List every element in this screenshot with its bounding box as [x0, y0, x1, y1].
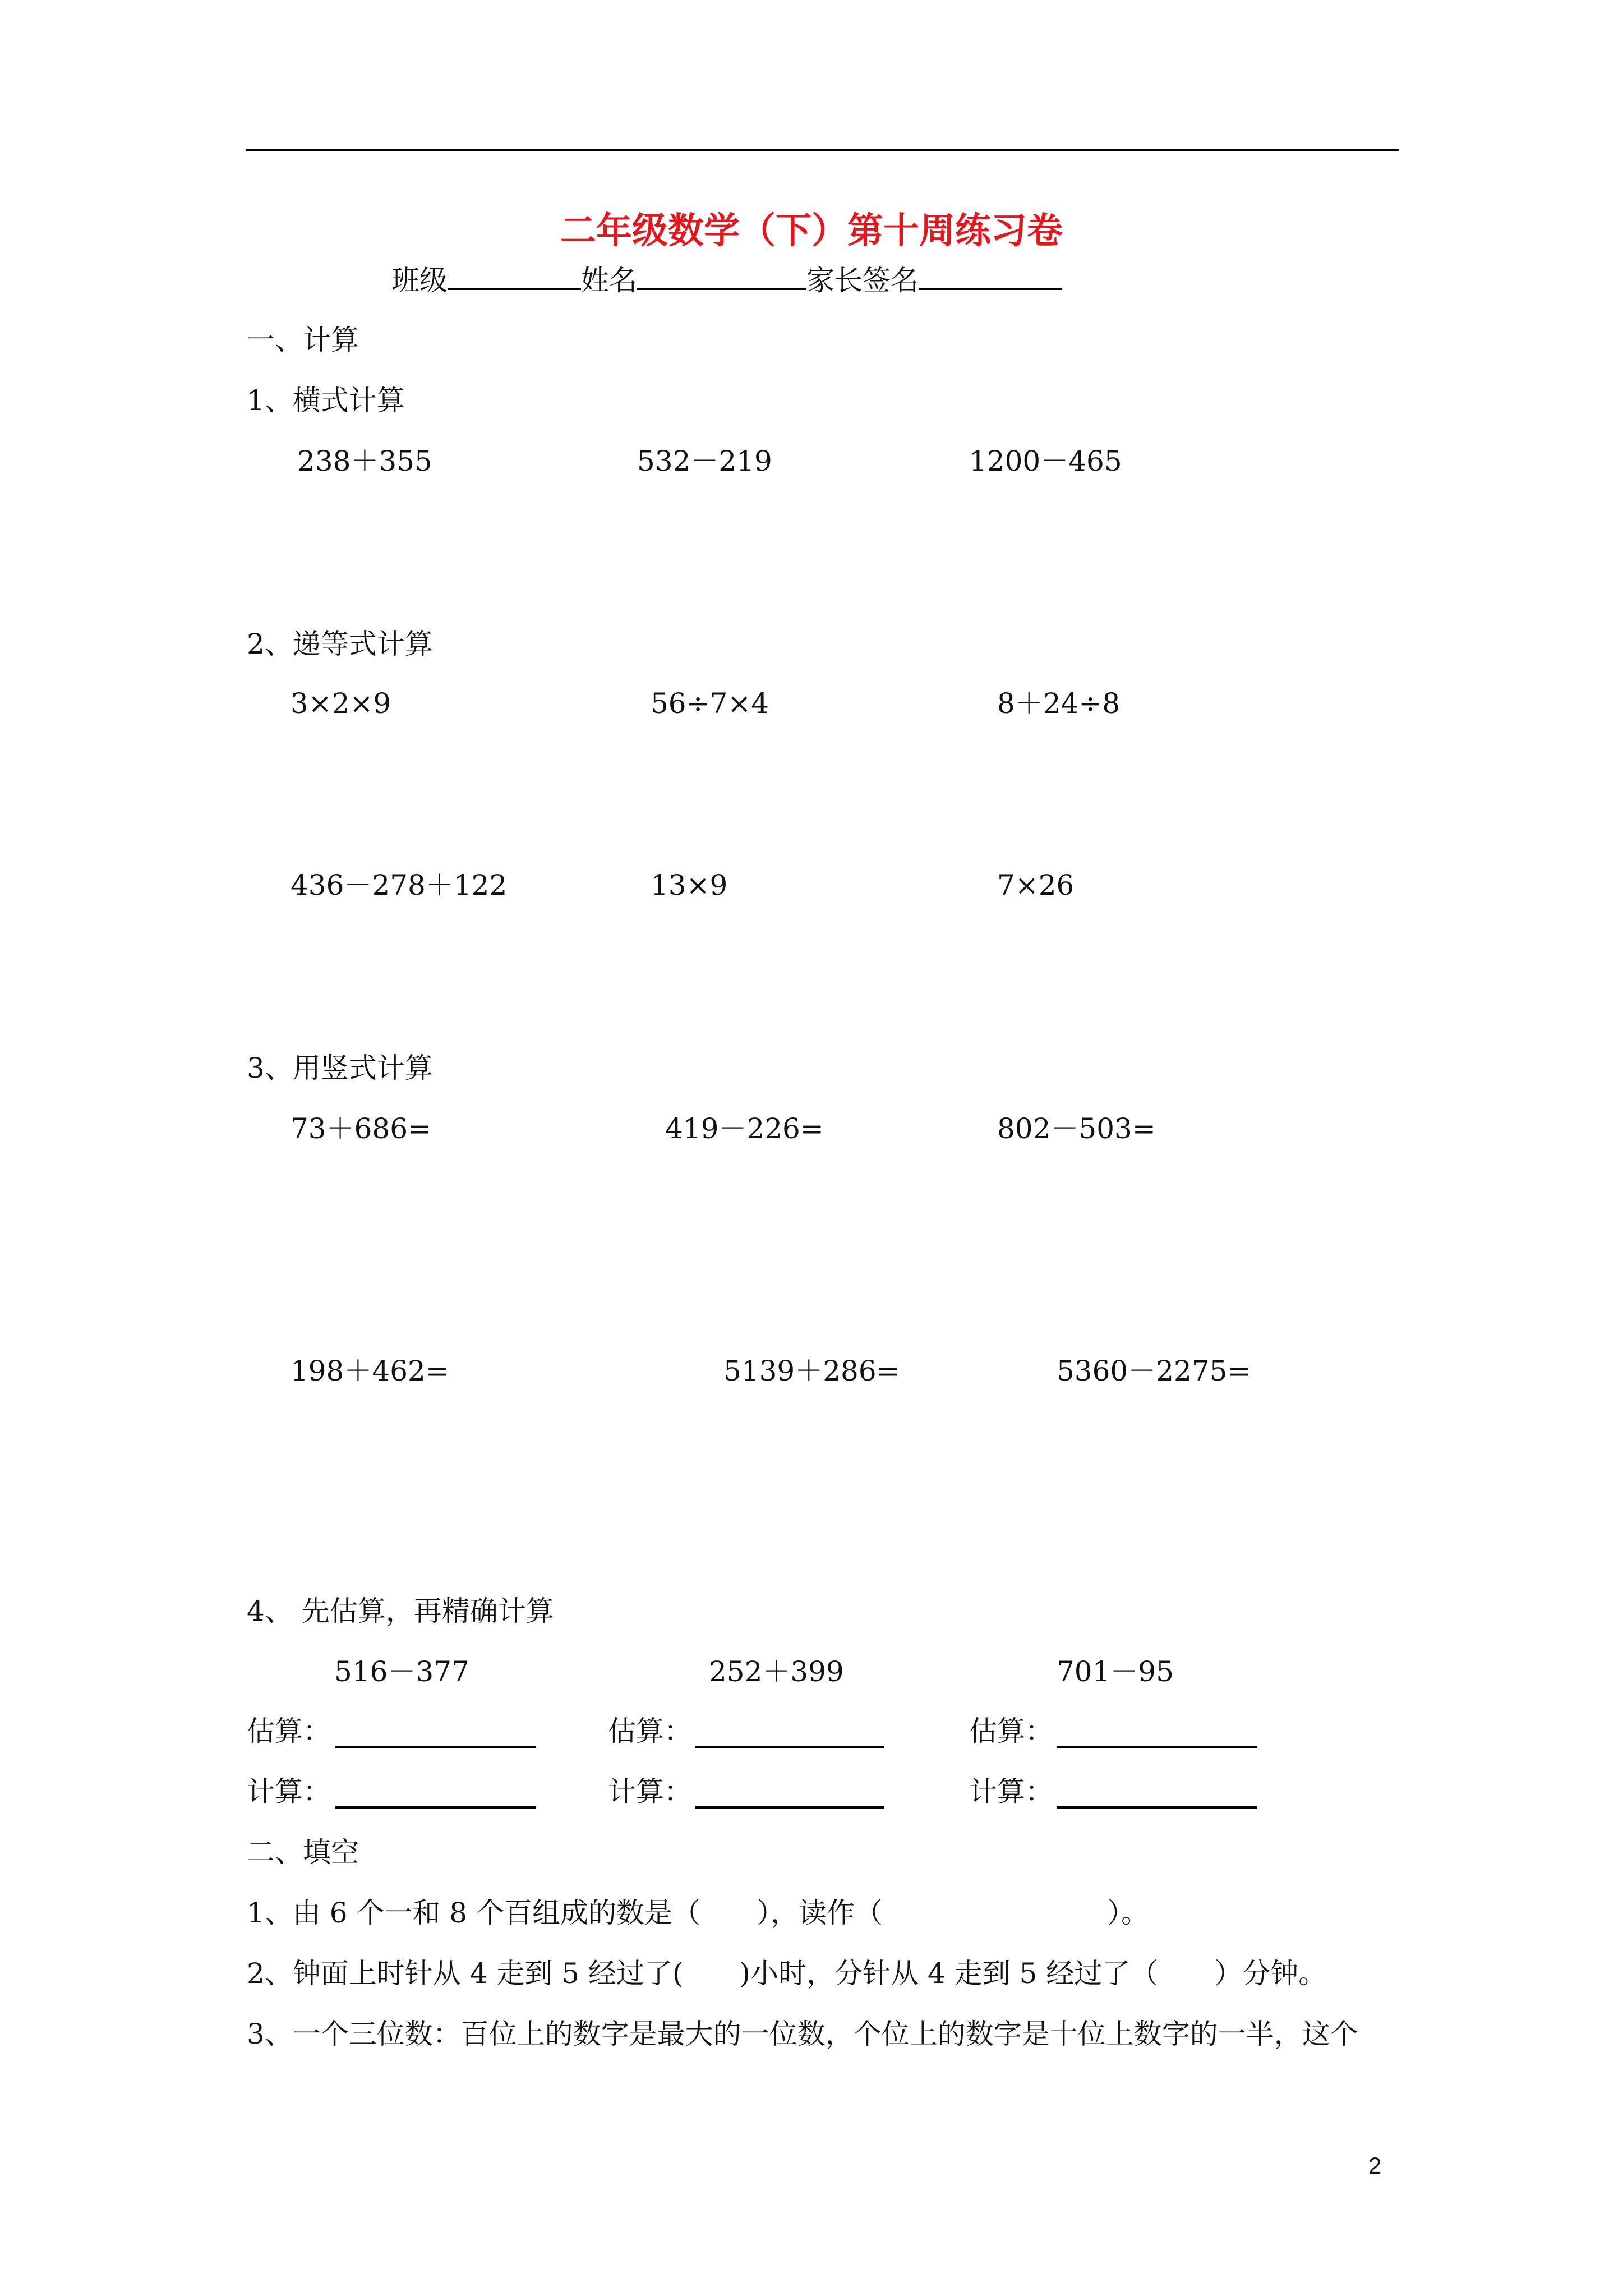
- class-blank[interactable]: [448, 263, 581, 290]
- estimate-answer-field[interactable]: [695, 1746, 884, 1748]
- q4-item: 516－377: [334, 1655, 469, 1688]
- q2-item: 7×26: [997, 869, 1075, 901]
- fill-question-1: 1、由 6 个一和 8 个百组成的数是（ ），读作（ ）。: [247, 1897, 1150, 1929]
- parent-signature-label: 家长签名: [806, 264, 919, 297]
- q1-item: 238＋355: [297, 445, 432, 477]
- section2-heading: 二、填空: [247, 1836, 359, 1869]
- q4-heading: 4、 先估算，再精确计算: [247, 1595, 554, 1627]
- estimate-answer-field[interactable]: [1057, 1746, 1257, 1748]
- estimate-answer-field[interactable]: [335, 1746, 536, 1748]
- q2-item: 13×9: [651, 869, 728, 901]
- q3-item: 5139＋286=: [723, 1355, 900, 1387]
- q3-item: 73＋686=: [291, 1112, 431, 1145]
- q2-item: 8＋24÷8: [997, 687, 1121, 720]
- estimate-label: 估算：: [247, 1715, 331, 1747]
- parent-signature-blank[interactable]: [919, 263, 1062, 290]
- calc-label: 计算：: [247, 1775, 331, 1808]
- q3-heading: 3、用竖式计算: [247, 1052, 433, 1084]
- q4-item: 252＋399: [709, 1655, 844, 1688]
- q3-item: 198＋462=: [291, 1355, 449, 1387]
- section1-heading: 一、计算: [247, 324, 359, 356]
- name-blank[interactable]: [637, 263, 806, 290]
- estimate-label: 估算：: [608, 1715, 692, 1747]
- fill-question-3: 3、一个三位数：百位上的数字是最大的一位数，个位上的数字是十位上数字的一半，这个: [247, 2018, 1358, 2050]
- q3-item: 419－226=: [665, 1112, 824, 1145]
- q3-item: 5360－2275=: [1057, 1355, 1251, 1387]
- estimate-label: 估算：: [969, 1715, 1053, 1747]
- q1-item: 532－219: [637, 445, 772, 477]
- q1-item: 1200－465: [969, 445, 1122, 477]
- fill-question-2: 2、钟面上时针从 4 走到 5 经过了( )小时，分针从 4 走到 5 经过了（ ）分钟。: [247, 1957, 1327, 1990]
- q2-item: 3×2×9: [291, 687, 391, 720]
- class-label: 班级: [391, 264, 448, 297]
- calc-label: 计算：: [608, 1775, 692, 1808]
- page-title: 二年级数学（下）第十周练习卷: [560, 210, 1063, 252]
- q1-heading: 1、横式计算: [247, 384, 405, 417]
- calc-answer-field[interactable]: [335, 1806, 536, 1809]
- page-number: 2: [1368, 2152, 1382, 2179]
- calc-answer-field[interactable]: [1057, 1806, 1257, 1809]
- q2-item: 436－278＋122: [291, 869, 508, 901]
- q4-item: 701－95: [1057, 1655, 1174, 1688]
- q3-item: 802－503=: [997, 1112, 1156, 1145]
- student-info-line: [391, 263, 1062, 297]
- q2-heading: 2、递等式计算: [247, 628, 433, 660]
- calc-answer-field[interactable]: [695, 1806, 884, 1809]
- calc-label: 计算：: [969, 1775, 1053, 1808]
- header-rule: [246, 149, 1399, 151]
- q2-item: 56÷7×4: [651, 687, 769, 720]
- name-label: 姓名: [581, 264, 637, 297]
